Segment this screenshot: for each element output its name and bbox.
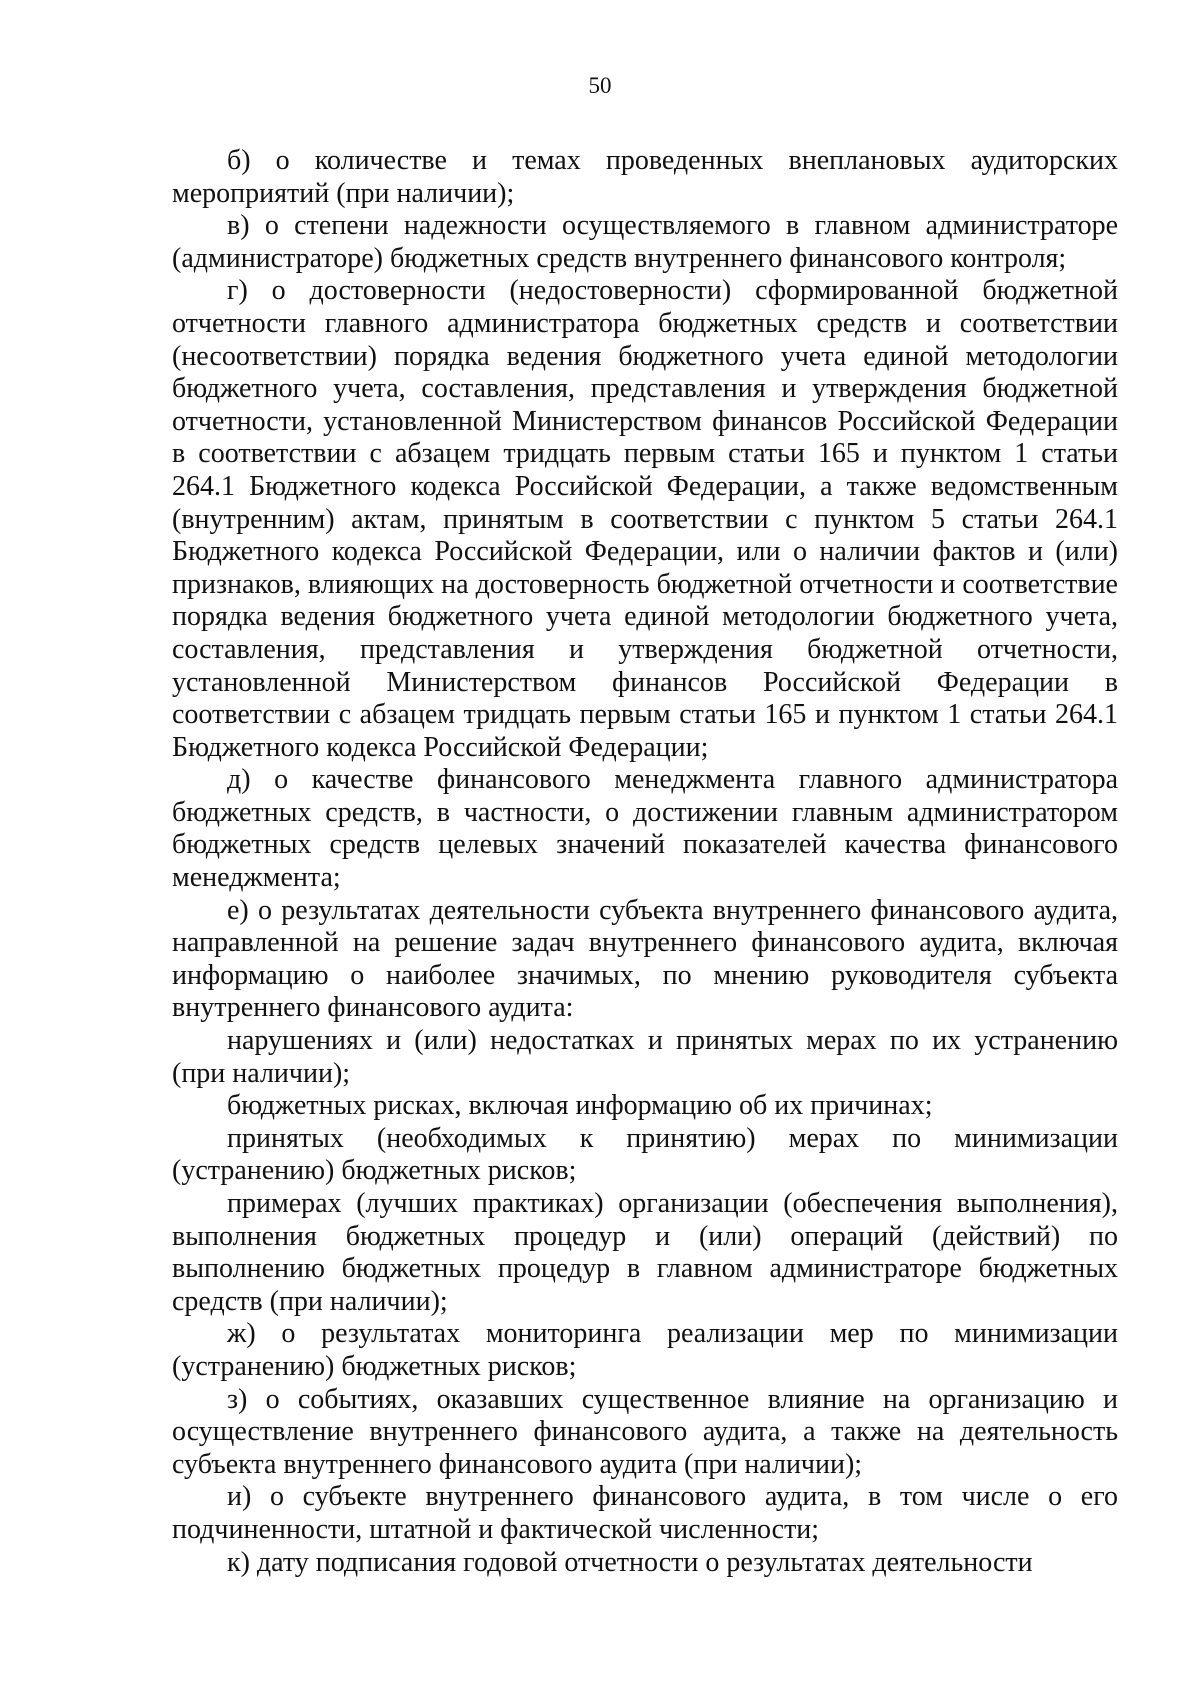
paragraph-e-risks: бюджетных рисках, включая информацию об их причинах; (227, 1090, 933, 1122)
paragraph-d: д) о качестве финансового менеджмента главного администратора бюджетных средств, в частности, о достижении главным администратором бюджетных средств целевых значений показателей качества финансового менеджмента; (172, 764, 1118, 894)
page-number: 50 (588, 73, 612, 98)
paragraph-e: е) о результатах деятельности субъекта внутреннего финансового аудита, направленной на решение задач внутреннего финансового аудита, включая информацию о наиболее значимых, по мнению руководителя субъекта внутреннего финансового аудита: (172, 894, 1118, 1024)
paragraph-v: в) о степени надежности осуществляемого в главном администраторе (администраторе) бюджетных средств внутреннего финансового контроля; (172, 210, 1118, 274)
paragraph-i: и) о субъекте внутреннего финансового аудита, в том числе о его подчиненности, штатной и фактической численности; (172, 1481, 1118, 1545)
paragraph-k: к) дату подписания годовой отчетности о результатах деятельности (227, 1546, 1033, 1578)
paragraph-g: г) о достоверности (недостоверности) сформированной бюджетной отчетности главного администратора бюджетных средств и соответствии (несоответствии) порядка ведения бюджетного учета единой методологии бюджетного учета, составления, представления и утверждения бюджетной отчетности, установленной Министерством финансов Российской Федерации в соответствии с абзацем тридцать первым статьи 165 и пунктом 1 статьи 264.1 Бюджетного кодекса Российской Федерации, а также ведомственным (внутренним) актам, принятым в соответствии с пунктом 5 статьи 264.1 Бюджетного кодекса Российской Федерации, или о наличии фактов и (или) признаков, влияющих на достоверность бюджетной отчетности и соответствие порядка ведения бюджетного учета единой методологии бюджетного учета, составления, представления и утверждения бюджетной отчетности, установленной Министерством финансов Российской Федерации в соответствии с абзацем тридцать первым статьи 165 и пунктом 1 статьи 264.1 Бюджетного кодекса Российской Федерации; (172, 275, 1118, 763)
paragraph-e-violations: нарушениях и (или) недостатках и принятых мерах по их устранению (при наличии); (172, 1025, 1118, 1089)
paragraph-e-measures: принятых (необходимых к принятию) мерах по минимизации (устранению) бюджетных рисков; (172, 1122, 1118, 1187)
document-body (172, 145, 1118, 1579)
paragraph-zh: ж) о результатах мониторинга реализации мер по минимизации (устранению) бюджетных рисков; (172, 1318, 1118, 1382)
paragraph-b: б) о количестве и темах проведенных внеплановых аудиторских мероприятий (при наличии); (172, 145, 1118, 209)
paragraph-z: з) о событиях, оказавших существенное влияние на организацию и осуществление внутреннего финансового аудита, а также на деятельность субъекта внутреннего финансового аудита (при наличии); (172, 1383, 1118, 1480)
paragraph-e-practices: примерах (лучших практиках) организации (обеспечения выполнения), выполнения бюджетных процедур и (или) операций (действий) по выполнению бюджетных процедур в главном администраторе бюджетных средств (при наличии); (172, 1188, 1118, 1317)
